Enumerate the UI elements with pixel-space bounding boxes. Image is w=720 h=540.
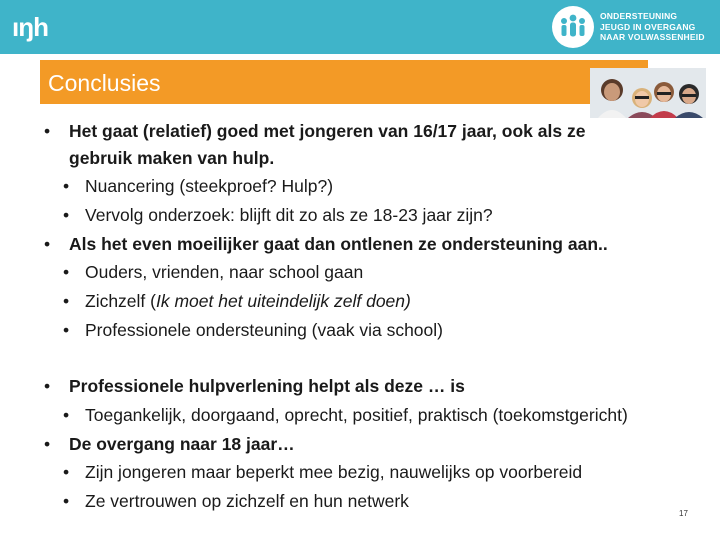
slide-title: Conclusies — [48, 70, 161, 96]
bullet-text: Als het even moeilijker gaat dan ontlenen ze ondersteuning aan.. — [69, 233, 608, 254]
sub-bullet-italic-text: Ik moet het uiteindelijk zelf doen) — [155, 290, 411, 311]
sub-bullet-text: Ouders, vrienden, naar school gaan — [85, 262, 364, 283]
bullet-item — [44, 372, 716, 401]
sub-bullet-text: Professionele ondersteuning (vaak via school) — [85, 319, 443, 340]
bullet-marker: • — [44, 376, 51, 397]
bullet-marker: • — [63, 290, 70, 311]
bullet-text: Het gaat (relatief) goed met jongeren van 16/17 jaar, ook als ze — [69, 121, 586, 141]
ojov-logo-line: ONDERSTEUNING — [600, 11, 678, 22]
sub-bullet-text: Toegankelijk, doorgaand, oprecht, positief, praktisch (toekomstgericht) — [85, 404, 628, 425]
people-group-icon — [552, 6, 594, 48]
youth-group-photo — [590, 68, 706, 118]
bullet-item — [44, 118, 716, 172]
sub-bullet-text: Vervolg onderzoek: blijft dit zo als ze 18-23 jaar zijn? — [85, 204, 493, 225]
sub-bullet-text: Nuancering (steekproef? Hulp?) — [85, 176, 334, 196]
bullet-item — [44, 230, 716, 259]
bullet-marker: • — [63, 319, 70, 340]
ojov-logo-line: JEUGD IN OVERGANG — [600, 21, 696, 32]
bullet-marker: • — [63, 204, 70, 225]
ojov-logo — [552, 6, 705, 48]
sub-bullet-item — [44, 287, 716, 316]
sub-bullet-text: Zijn jongeren maar beperkt mee bezig, nauwelijks op voorbereid — [85, 462, 583, 483]
slide-content — [44, 118, 716, 516]
bullet-marker: • — [63, 404, 70, 425]
bullet-marker: • — [44, 233, 51, 254]
ojov-logo-text — [600, 11, 705, 43]
title-bar — [40, 60, 648, 104]
inh-logo: ıŋh — [12, 12, 48, 42]
sub-bullet-item — [44, 172, 716, 201]
bullet-text-continued: gebruik maken van hulp. — [69, 148, 275, 168]
bullet-marker: • — [44, 121, 51, 141]
spacer — [44, 344, 716, 372]
sub-bullet-item — [44, 201, 716, 230]
header-bar — [0, 0, 720, 54]
sub-bullet-item — [44, 258, 716, 287]
sub-bullet-text: Ze vertrouwen op zichzelf en hun netwerk — [85, 491, 409, 512]
bullet-marker: • — [63, 176, 70, 196]
bullet-marker: • — [63, 262, 70, 283]
bullet-marker: • — [44, 433, 51, 454]
bullet-marker: • — [63, 491, 70, 512]
ojov-logo-line: NAAR VOLWASSENHEID — [600, 32, 705, 43]
sub-bullet-text: Zichzelf ( — [85, 290, 156, 311]
sub-bullet-item — [44, 487, 716, 516]
bullet-marker: • — [63, 462, 70, 483]
sub-bullet-item — [44, 316, 716, 345]
sub-bullet-item — [44, 458, 716, 487]
sub-bullet-item — [44, 401, 716, 430]
bullet-text: De overgang naar 18 jaar… — [69, 433, 295, 454]
bullet-text: Professionele hulpverlening helpt als deze … is — [69, 376, 465, 397]
bullet-item — [44, 430, 716, 459]
page-number: 17 — [679, 509, 688, 518]
